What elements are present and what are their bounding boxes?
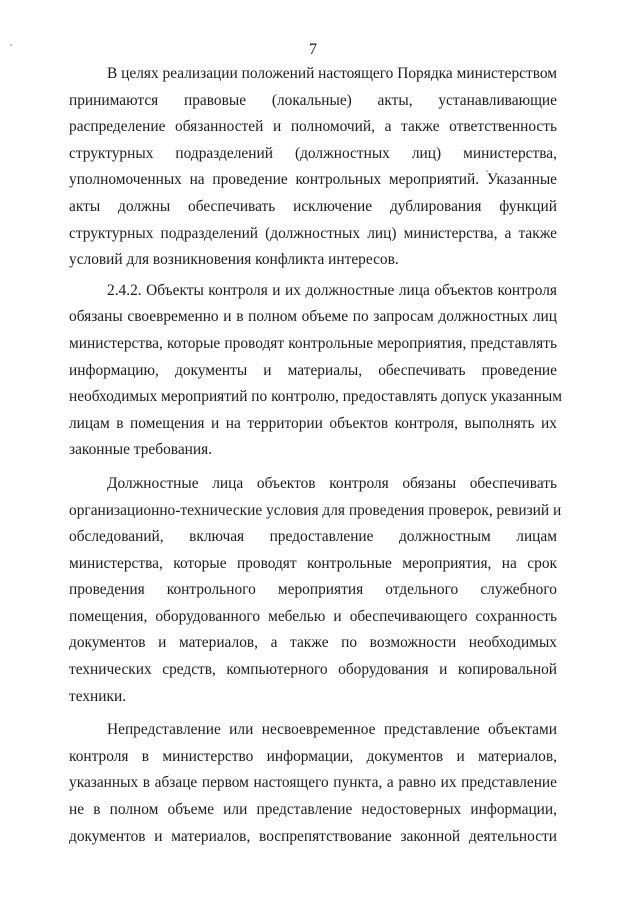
scan-speck xyxy=(10,44,12,46)
document-body xyxy=(69,61,563,850)
page-number: 7 xyxy=(309,41,317,58)
text-line: Должностные лица объектов контроля обязаны обеспечивать xyxy=(107,474,557,492)
text-line: распределение обязанностей и полномочий, а также ответственность xyxy=(69,118,557,136)
text-line: обязаны своевременно и в полном объеме по запросам должностных лиц xyxy=(69,308,557,326)
paragraph-gap xyxy=(69,464,557,471)
text-line: структурных подразделений (должностных лиц) министерства, а также xyxy=(69,224,557,242)
text-line: уполномоченных на проведение контрольных мероприятий. Указанные xyxy=(69,171,557,189)
text-line: организационно-технические условия для проведения проверок, ревизий и xyxy=(69,501,562,519)
paragraph-gap xyxy=(69,710,557,717)
text-line: принимаются правовые (локальные) акты, устанавливающие xyxy=(69,91,557,109)
paragraph-1 xyxy=(69,61,557,274)
text-line: акты должны обеспечивать исключение дублирования функций xyxy=(69,197,557,215)
text-line: лицам в помещения и на территории объектов контроля, выполнять их xyxy=(69,414,557,432)
text-line: 2.4.2. Объекты контроля и их должностные лица объектов контроля xyxy=(107,281,557,299)
text-line: министерства, которые проводят контрольные мероприятия, на срок xyxy=(69,554,557,572)
text-line: технических средств, компьютерного оборудования и копировальной xyxy=(69,661,557,679)
text-line: необходимых мероприятий по контролю, предоставлять допуск указанным xyxy=(69,388,563,406)
text-line: В целях реализации положений настоящего Порядка министерством xyxy=(107,65,557,82)
text-line: условий для возникновения конфликта интересов. xyxy=(69,251,399,269)
text-line: Непредставление или несвоевременное представление объектами xyxy=(107,721,557,739)
paragraph-4 xyxy=(69,717,557,850)
text-line: помещения, оборудованного мебелью и обеспечивающего сохранность xyxy=(69,607,557,625)
text-line: контроля в министерство информации, документов и материалов, xyxy=(69,747,557,765)
text-line: законные требования. xyxy=(69,441,213,459)
text-line: документов и материалов, а также по возможности необходимых xyxy=(69,634,557,652)
text-line: не в полном объеме или представление недостоверных информации, xyxy=(69,801,557,819)
text-line: обследований, включая предоставление должностным лицам xyxy=(69,528,557,546)
text-line: информацию, документы и материалы, обеспечивать проведение xyxy=(69,361,557,379)
paragraph-2 xyxy=(69,278,563,464)
text-line: структурных подразделений (должностных лиц) министерства, xyxy=(69,144,557,162)
text-line: проведения контрольного мероприятия отдельного служебного xyxy=(69,581,557,599)
text-line: министерства, которые проводят контрольные мероприятия, представлять xyxy=(69,334,557,352)
text-line: указанных в абзаце первом настоящего пункта, а равно их представление xyxy=(69,774,557,792)
text-line: документов и материалов, воспрепятствование законной деятельности xyxy=(69,827,557,845)
paragraph-3 xyxy=(69,471,562,710)
text-line: техники. xyxy=(69,687,127,705)
